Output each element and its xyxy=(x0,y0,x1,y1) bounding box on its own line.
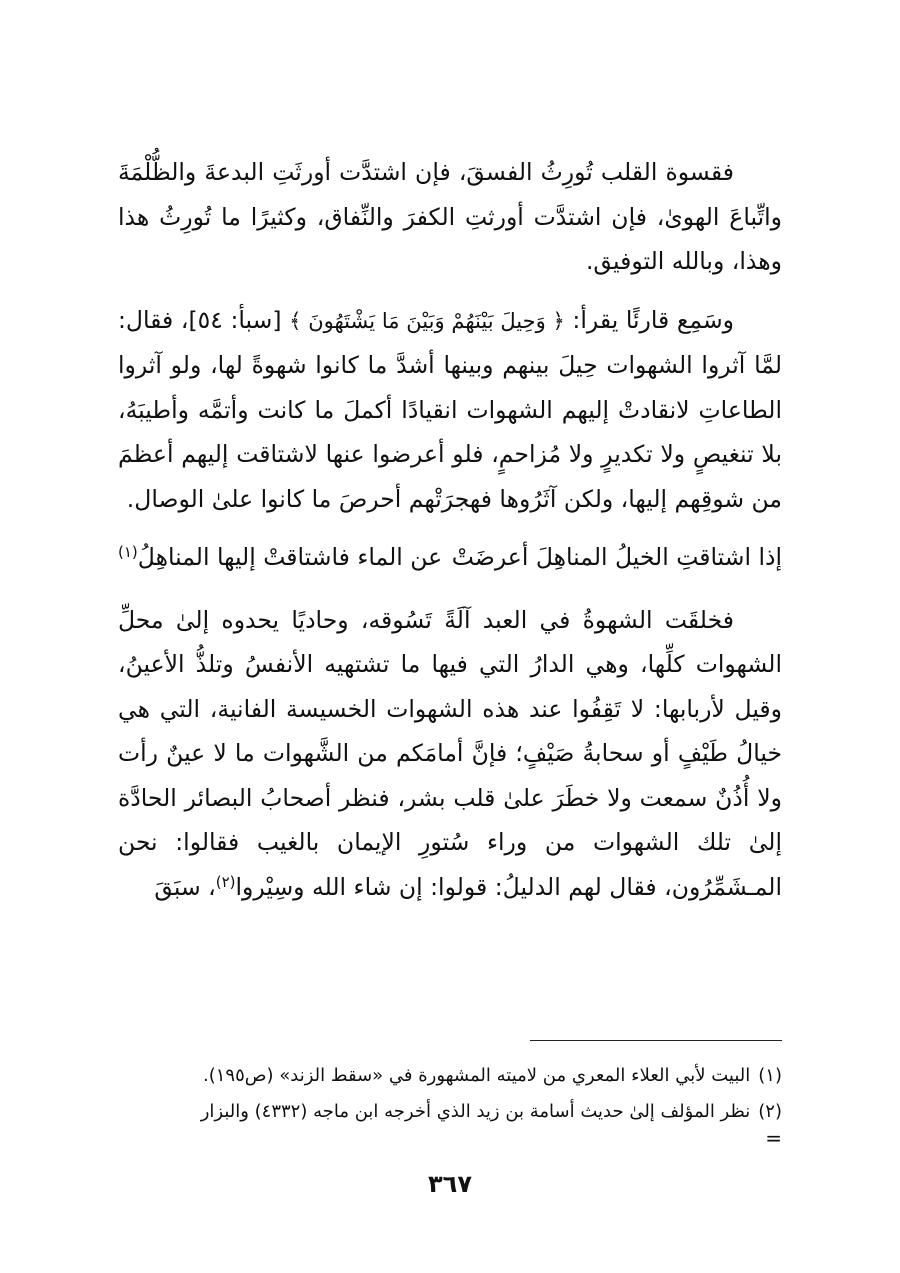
page-number: ٣٦٧ xyxy=(428,1170,472,1198)
paragraph-2 xyxy=(118,298,782,522)
paragraph-1: فقسوة القلب تُورِثُ الفسقَ، فإن اشتدَّت أورثَتِ البدعةَ والظُّلْمَةَ واتِّباعَ الهوىٰ، فإن اشتدَّت أورثتِ الكفرَ والنِّفاق، وكثيرًا ما تُورِثُ هذا وهذا، وبالله التوفيق. xyxy=(118,158,782,275)
quran-verse: ﴿ وَحِيلَ بَيْنَهُمْ وَبَيْنَ مَا يَشْتَهُونَ ﴾ xyxy=(289,308,565,333)
continuation-mark: = xyxy=(765,1126,782,1150)
paragraph-3 xyxy=(118,598,782,910)
footnote-ref-2: (٢) xyxy=(215,872,236,891)
paragraph-2-intro: وسَمِع قارئًا يقرأ: xyxy=(564,305,735,334)
footnote-1-number: (١) xyxy=(758,1065,782,1086)
footnote-1 xyxy=(118,1058,782,1094)
footnote-ref-1: (١) xyxy=(118,543,138,561)
main-text xyxy=(118,150,782,909)
paragraph-3-tail: ، سبَقَ xyxy=(154,872,216,901)
verse-second-hemistich: عن الماء فاشتاقتْ إليها المناهِلُ xyxy=(137,543,443,571)
paragraph-3-body: فخلقَت الشهوةُ في العبد آلَةً تَسُوقه، وحاديًا يحدوه إلىٰ محلِّ الشهوات كلِّها، وهي الدارُ التي فيها ما تشتهيه الأنفسُ وتلذُّ الأعينُ، وقيل لأربابها: لا تَقِفُوا عند هذه الشهوات الخسيسة الفانية، التي هي خيالُ طَيْفٍ أو سحابةُ صَيْفٍ؛ فإنَّ أمامَكم من الشَّهوات ما لا عينٌ رأت ولا أُذُنٌ سمعت ولا خطَرَ علىٰ قلب بشر، فنظر أصحابُ البصائر الحادَّة إلىٰ تلك الشهوات من وراء سُتورِ الإيمان بالغيب فقالوا: نحن المـشَمِّرُون، فقال لهم الدليلُ: قولوا: إن شاء الله وسِيْروا xyxy=(118,605,782,901)
quran-citation: [سبأ: ٥٤] xyxy=(188,305,290,334)
footnotes xyxy=(118,1058,782,1130)
verse-second-hemistich-wrap xyxy=(118,535,442,580)
footnote-2 xyxy=(118,1094,782,1130)
footnote-1-text: البيت لأبي العلاء المعري من لاميته المشهورة في «سقط الزند» (ص١٩٥). xyxy=(203,1065,751,1086)
footnote-divider xyxy=(530,1040,782,1041)
footnote-2-number: (٢) xyxy=(758,1101,782,1122)
poetry-verse xyxy=(118,535,782,580)
paragraph-2-body: ، فقال: لمَّا آثروا الشهوات حِيلَ بينهم وبينها أشدَّ ما كانوا شهوةً لها، ولو آثروا الطاعاتِ لانقادتْ إليهم الشهوات انقيادًا أكملَ ما كانت وأتمَّه وأطيبَهُ، بلا تنغيصٍ ولا تكديرٍ ولا مُزاحمٍ، فلو أعرضوا عنها لاشتاقت إليهم أعظمَ من شوقِهم إليها، ولكن آثَرُوها فهجرَتْهم أحرصَ ما كانوا علىٰ الوصال. xyxy=(118,305,782,513)
verse-first-hemistich: إذا اشتاقتِ الخيلُ المناهِلَ أعرضَتْ xyxy=(451,543,782,571)
footnote-2-text: نظر المؤلف إلىٰ حديث أسامة بن زيد الذي أخرجه ابن ماجه (٤٣٣٢) والبزار xyxy=(200,1101,751,1122)
